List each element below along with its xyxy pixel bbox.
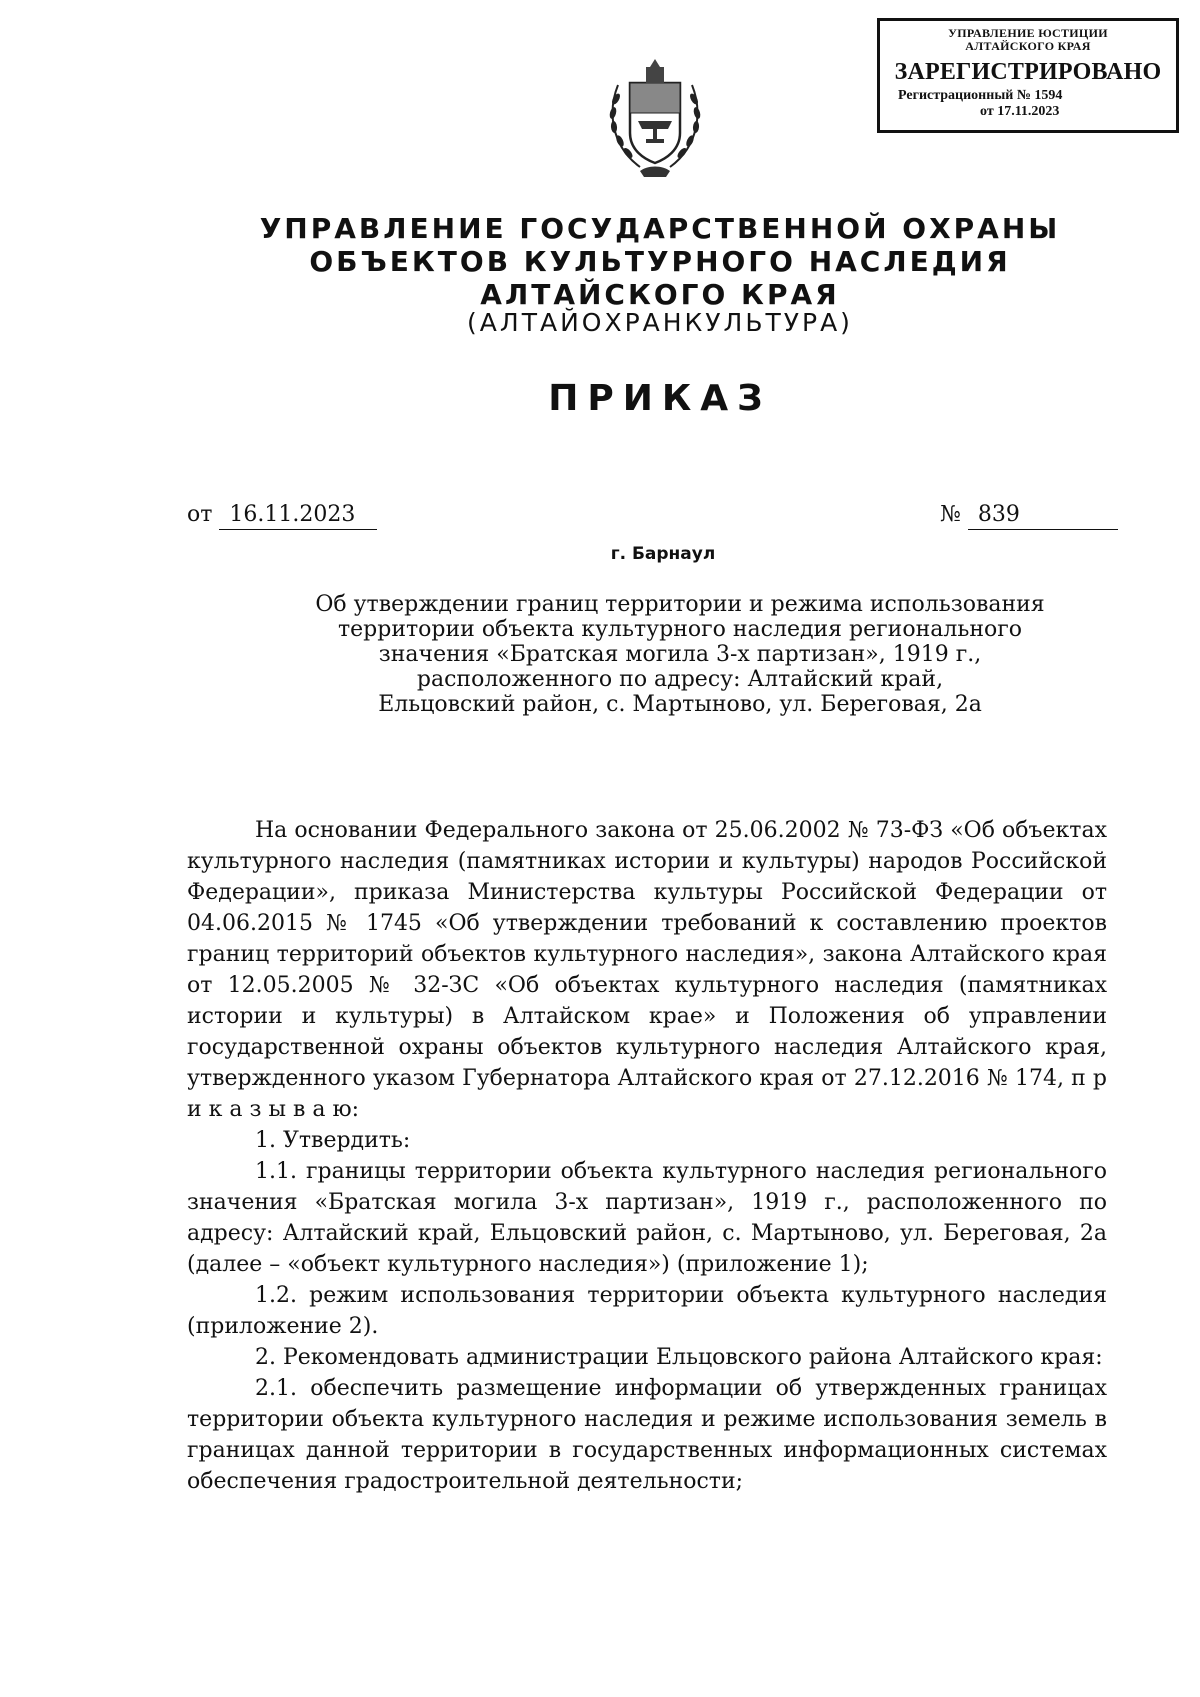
organization-line2: ОБЪЕКТОВ КУЛЬТУРНОГО НАСЛЕДИЯ [309, 245, 1011, 278]
order-title [260, 592, 1100, 717]
title-line5: Ельцовский район, с. Мартыново, ул. Береговая, 2а [378, 692, 982, 717]
item-2: 2. Рекомендовать администрации Ельцовского района Алтайского края: [255, 1345, 1103, 1370]
number-value: 839 [968, 502, 1118, 530]
registration-stamp [877, 18, 1179, 133]
stamp-registration [880, 88, 1176, 120]
item-1-1: 1.1. границы территории объекта культурного наследия регионального значения «Братская могила 3-х партизан», 1919 г., расположенного по адресу: Алтайский край, Ельцовский район, с. Мартыново, ул. Береговая, 2а (далее – «объект культурного наследия») (приложение 1); [187, 1159, 1107, 1277]
document-type: ПРИКАЗ [548, 378, 772, 419]
stamp-org [880, 27, 1176, 53]
title-line2: территории объекта культурного наследия регионального [337, 617, 1023, 642]
order-number [940, 502, 1118, 530]
stamp-status: ЗАРЕГИСТРИРОВАНО [894, 59, 1162, 85]
organization-name [0, 212, 1200, 311]
stamp-reg-number: Регистрационный № 1594 [898, 88, 1063, 103]
item-1: 1. Утвердить: [255, 1128, 411, 1153]
date-prefix: от [187, 502, 213, 527]
title-line4: расположенного по адресу: Алтайский край, [416, 667, 944, 692]
item-1-2: 1.2. режим использования территории объекта культурного наследия (приложение 2). [187, 1283, 1107, 1339]
organization-line1: УПРАВЛЕНИЕ ГОСУДАРСТВЕННОЙ ОХРАНЫ [259, 212, 1061, 245]
organization-line3: АЛТАЙСКОГО КРАЯ [480, 278, 840, 311]
date-value: 16.11.2023 [219, 502, 377, 530]
title-line3: значения «Братская могила 3-х партизан», 1919 г., [378, 642, 982, 667]
stamp-org-line2: АЛТАЙСКОГО КРАЯ [965, 39, 1091, 53]
title-line1: Об утверждении границ территории и режима использования [315, 592, 1045, 617]
item-2-1: 2.1. обеспечить размещение информации об утвержденных границах территории объекта культурного наследия и режиме использования земель в границах данной территории в государственных информационных системах обеспечения градостроительной деятельности; [187, 1376, 1107, 1494]
preamble-paragraph: На основании Федерального закона от 25.06.2002 № 73-ФЗ «Об объектах культурного наследия (памятниках истории и культуры) народов Российской Федерации», приказа Министерства культуры Российской Федерации от 04.06.2015 № 1745 «Об утверждении требований к составлению проектов границ территорий объектов культурного наследия», закона Алтайского края от 12.05.2005 № 32-ЗС «Об объектах культурного наследия (памятниках истории и культуры) в Алтайском крае» и Положения об управлении государственной охраны объектов культурного наследия Алтайского края, утвержденного указом Губернатора Алтайского края от 27.12.2016 № 174, п р и к а з ы в а ю: [187, 818, 1107, 1122]
order-body [187, 815, 1107, 1497]
organization-short-name: (АЛТАЙОХРАНКУЛЬТУРА) [467, 308, 853, 337]
coat-of-arms-icon [600, 55, 710, 185]
number-prefix: № [940, 502, 961, 527]
stamp-org-line1: УПРАВЛЕНИЕ ЮСТИЦИИ [948, 26, 1108, 40]
stamp-reg-date: от 17.11.2023 [980, 104, 1060, 119]
order-date [187, 502, 377, 530]
city: г. Барнаул [610, 544, 716, 564]
